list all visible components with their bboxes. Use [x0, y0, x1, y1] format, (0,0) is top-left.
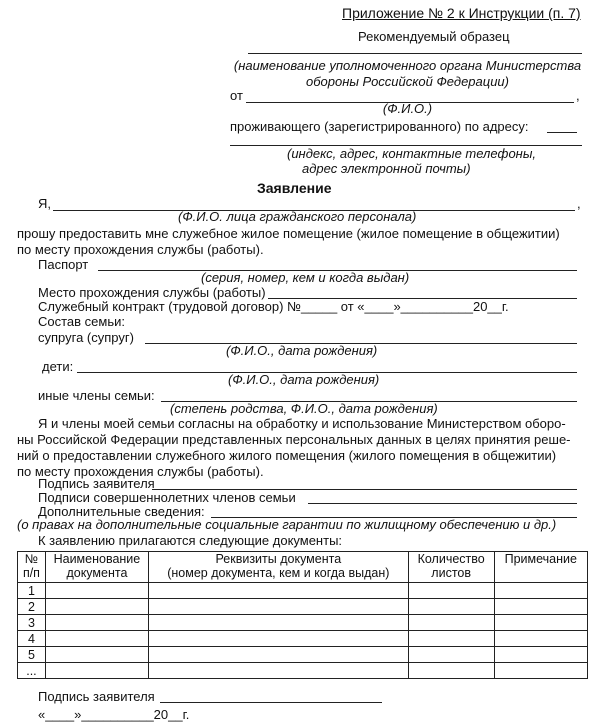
cell-note[interactable] [494, 631, 587, 647]
family-label: Состав семьи: [38, 314, 125, 329]
col-header-number-line-2: п/п [22, 566, 40, 580]
col-header-note [494, 552, 587, 583]
contract-label: Служебный контракт (трудовой договор) №_____ от «____»__________20__г. [38, 299, 509, 314]
col-header-sheets-line-2: листов [431, 566, 472, 580]
i-fio-caption: (Ф.И.О. лица гражданского персонала) [178, 209, 417, 224]
others-label: иные члены семьи: [38, 388, 155, 403]
cell-name[interactable] [45, 631, 148, 647]
cell-name[interactable] [45, 583, 148, 599]
row-number: 3 [18, 615, 46, 631]
col-header-note-line-1: Примечание [504, 552, 577, 566]
col-header-name-line-1: Наименование [53, 552, 141, 566]
col-header-details-line-2: (номер документа, кем и когда выдан) [167, 566, 390, 580]
row-number: 1 [18, 583, 46, 599]
i-label: Я, [38, 196, 51, 211]
documents-table [17, 551, 588, 679]
cell-details[interactable] [148, 663, 408, 679]
extra-info-caption: (о правах на дополнительные социальные гарантии по жилищному обеспечению и др.) [17, 517, 557, 532]
others-caption: (степень родства, Ф.И.О., дата рождения) [170, 401, 438, 416]
applicant-signature-label: Подпись заявителя [38, 476, 155, 491]
cell-note[interactable] [494, 663, 587, 679]
consent-line-1: Я и члены моей семьи согласны на обработку и использование Министерством оборо- [38, 416, 566, 431]
table-row [18, 599, 588, 615]
from-comma: , [576, 88, 580, 103]
extra-info-label: Дополнительные сведения: [38, 504, 205, 519]
cell-sheets[interactable] [408, 647, 494, 663]
cell-note[interactable] [494, 615, 587, 631]
consent-line-3: ний о предоставлении служебного жилого помещения (жилого помещения в общежитии) [17, 448, 557, 463]
row-number: ... [18, 663, 46, 679]
cell-sheets[interactable] [408, 583, 494, 599]
footer-date[interactable]: «____»__________20__г. [38, 707, 190, 722]
cell-name[interactable] [45, 615, 148, 631]
organ-caption-1: (наименование уполномоченного органа Министерства [233, 58, 582, 73]
footer-signature-line[interactable] [160, 702, 382, 703]
cell-note[interactable] [494, 599, 587, 615]
cell-sheets[interactable] [408, 631, 494, 647]
living-label: проживающего (зарегистрированного) по адресу: [230, 119, 529, 134]
children-label: дети: [42, 359, 74, 374]
cell-details[interactable] [148, 631, 408, 647]
request-line-1: прошу предоставить мне служебное жилое помещение (жилое помещение в общежитии) [17, 226, 560, 241]
cell-sheets[interactable] [408, 599, 494, 615]
cell-sheets[interactable] [408, 663, 494, 679]
passport-label: Паспорт [38, 257, 89, 272]
consent-line-4: по месту прохождения службы (работы). [17, 464, 264, 479]
adults-signatures-label: Подписи совершеннолетних членов семьи [38, 490, 296, 505]
cell-details[interactable] [148, 615, 408, 631]
passport-caption: (серия, номер, кем и когда выдан) [201, 270, 410, 285]
row-number: 5 [18, 647, 46, 663]
cell-name[interactable] [45, 599, 148, 615]
footer-signature-label: Подпись заявителя [38, 689, 155, 704]
table-row [18, 615, 588, 631]
cell-name[interactable] [45, 647, 148, 663]
table-row [18, 663, 588, 679]
cell-note[interactable] [494, 583, 587, 599]
table-row [18, 583, 588, 599]
fio-caption: (Ф.И.О.) [382, 101, 433, 116]
cell-sheets[interactable] [408, 615, 494, 631]
address-caption-2: адрес электронной почты) [302, 161, 471, 176]
col-header-number [18, 552, 46, 583]
consent-line-2: ны Российской Федерации представленных персональных данных в целях принятия реше- [17, 432, 571, 447]
col-header-sheets-line-1: Количество [417, 552, 485, 566]
cell-note[interactable] [494, 647, 587, 663]
cell-details[interactable] [148, 583, 408, 599]
cell-details[interactable] [148, 599, 408, 615]
table-row [18, 631, 588, 647]
cell-details[interactable] [148, 647, 408, 663]
statement-title: Заявление [257, 180, 332, 196]
col-header-details [148, 552, 408, 583]
attached-label: К заявлению прилагаются следующие документы: [38, 533, 343, 548]
request-line-2: по месту прохождения службы (работы). [17, 242, 264, 257]
table-row [18, 647, 588, 663]
col-header-details-line-1: Реквизиты документа [215, 552, 342, 566]
row-number: 2 [18, 599, 46, 615]
organ-caption-2: обороны Российской Федерации) [305, 74, 509, 89]
organ-line[interactable] [248, 53, 582, 54]
row-number: 4 [18, 631, 46, 647]
table-header-row [18, 552, 588, 583]
i-comma: , [577, 196, 581, 211]
address-caption-1: (индекс, адрес, контактные телефоны, [287, 146, 537, 161]
adults-signatures-line[interactable] [308, 503, 577, 504]
spouse-caption: (Ф.И.О., дата рождения) [226, 343, 378, 358]
col-header-number-line-1: № [24, 552, 39, 566]
col-header-name [45, 552, 148, 583]
col-header-name-line-2: документа [66, 566, 128, 580]
living-line-1[interactable] [547, 132, 577, 133]
col-header-sheets [408, 552, 494, 583]
workplace-label: Место прохождения службы (работы) [38, 285, 266, 300]
children-caption: (Ф.И.О., дата рождения) [228, 372, 380, 387]
cell-name[interactable] [45, 663, 148, 679]
spouse-label: супруга (супруг) [38, 330, 134, 345]
appendix-title: Приложение № 2 к Инструкции (п. 7) [342, 5, 581, 21]
from-label: от [230, 88, 243, 103]
sample-label: Рекомендуемый образец [358, 29, 510, 44]
